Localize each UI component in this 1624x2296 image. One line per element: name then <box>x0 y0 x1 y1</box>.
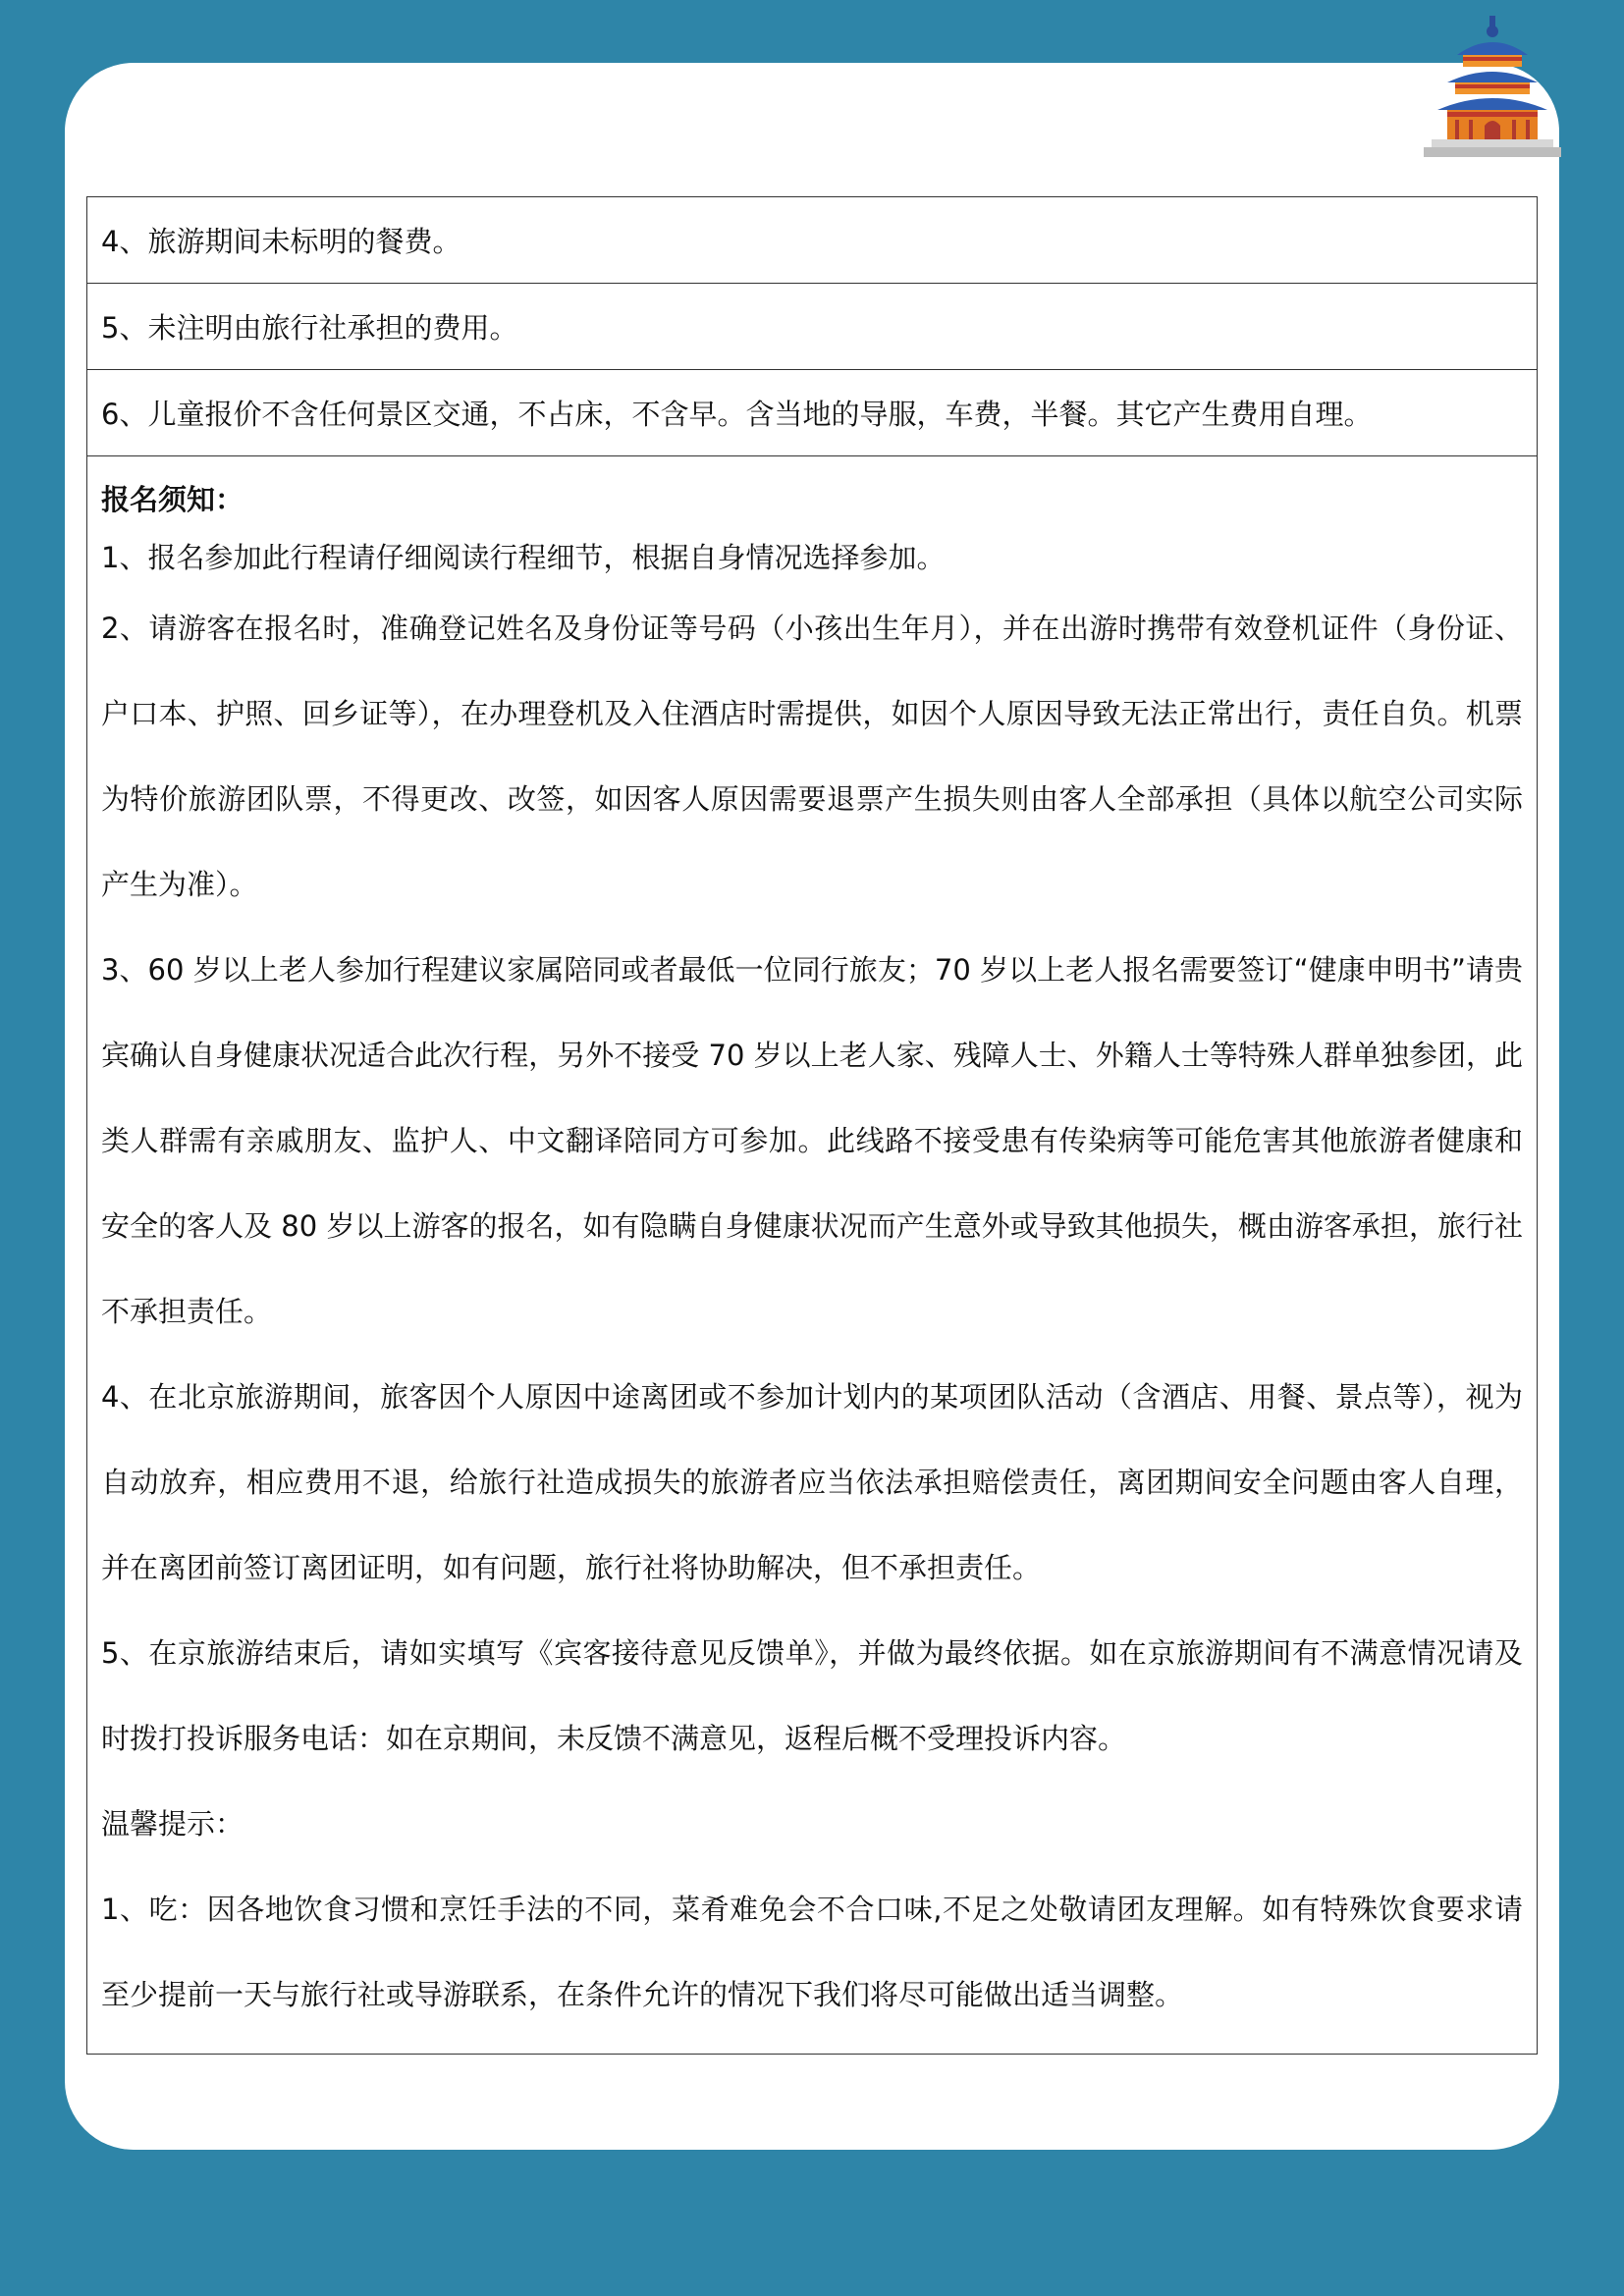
registration-notice-cell <box>87 456 1537 2054</box>
table-row <box>87 197 1537 284</box>
notice-item: 3、60 岁以上老人参加行程建议家属陪同或者最低一位同行旅友；70 岁以上老人报名需要签订“健康申明书”请贵宾确认自身健康状况适合此次行程，另外不接受 70 岁以上老人家、残障人士、外籍人士等特殊人群单独参团，此类人群需有亲戚朋友、监护人、中文翻译陪同方可参加。此线路不接受患有传染病等可能危害其他旅游者健康和安全的客人及 80 岁以上游客的报名，如有隐瞒自身健康状况而产生意外或导致其他损失，概由游客承担，旅行社不承担责任。 <box>101 953 1523 1328</box>
notice-item: 1、报名参加此行程请仔细阅读行程细节，根据自身情况选择参加。 <box>101 541 946 574</box>
table-row <box>87 370 1537 456</box>
notice-item: 2、请游客在报名时，准确登记姓名及身份证等号码（小孩出生年月），并在出游时携带有效登机证件（身份证、户口本、护照、回乡证等），在办理登机及入住酒店时需提供，如因个人原因导致无法正常出行，责任自负。机票为特价旅游团队票，不得更改、改签，如因客人原因需要退票产生损失则由客人全部承担（具体以航空公司实际产生为准）。 <box>101 612 1523 901</box>
temple-of-heaven-icon <box>1414 12 1571 169</box>
table-row <box>87 284 1537 370</box>
notice-item: 4、在北京旅游期间，旅客因个人原因中途离团或不参加计划内的某项团队活动（含酒店、用餐、景点等），视为自动放弃，相应费用不退，给旅行社造成损失的旅游者应当依法承担赔偿责任，离团期间安全问题由客人自理，并在离团前签订离团证明，如有问题，旅行社将协助解决，但不承担责任。 <box>101 1380 1523 1584</box>
row-text: 4、旅游期间未标明的餐费。 <box>101 225 461 258</box>
fee-and-notice-table <box>86 196 1538 2055</box>
notice-heading: 报名须知： <box>101 483 244 516</box>
warm-tip-item: 1、吃：因各地饮食习惯和烹饪手法的不同，菜肴难免会不合口味,不足之处敬请团友理解。如有特殊饮食要求请至少提前一天与旅行社或导游联系，在条件允许的情况下我们将尽可能做出适当调整。 <box>101 1893 1523 2011</box>
row-text: 5、未注明由旅行社承担的费用。 <box>101 311 518 345</box>
notice-item: 5、在京旅游结束后，请如实填写《宾客接待意见反馈单》，并做为最终依据。如在京旅游期间有不满意情况请及时拨打投诉服务电话：如在京期间，未反馈不满意见，返程后概不受理投诉内容。 <box>101 1636 1523 1755</box>
row-text: 6、儿童报价不含任何景区交通，不占床，不含早。含当地的导服，车费，半餐。其它产生费用自理。 <box>101 398 1373 431</box>
warm-tips-heading: 温馨提示： <box>101 1807 244 1841</box>
